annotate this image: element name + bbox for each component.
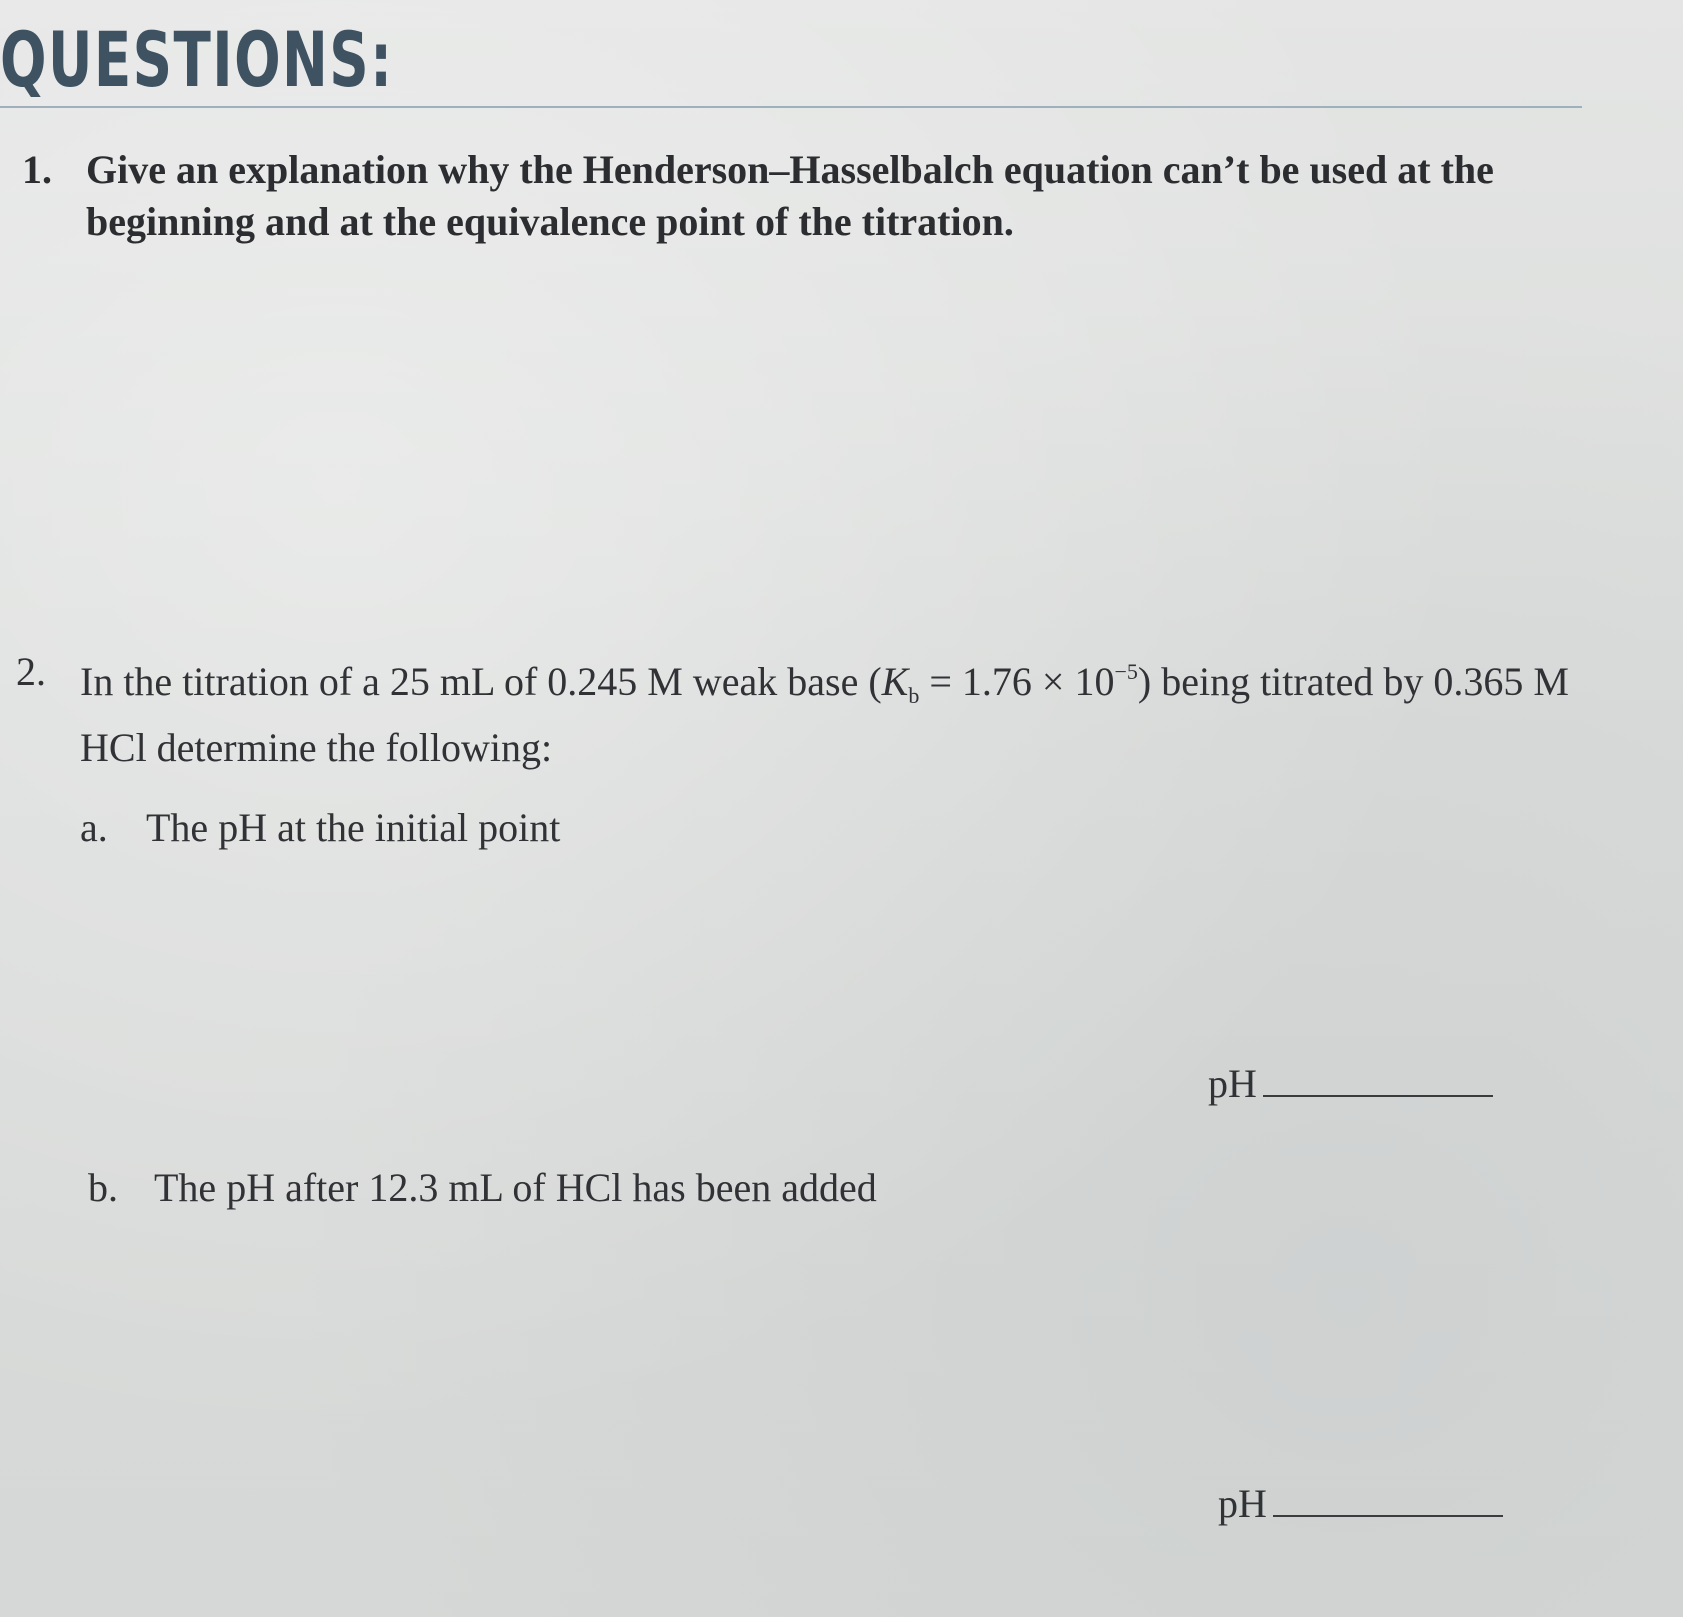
question-2 xyxy=(16,646,1636,774)
question-1-text: Give an explanation why the Henderson–Hasselbalch equation can’t be used at the beginning and at the equivalence point of the titration. xyxy=(86,147,1494,244)
question-2-number: 2. xyxy=(16,649,46,694)
answer-2a xyxy=(1208,1058,1493,1110)
kb-subscript: b xyxy=(908,683,920,708)
question-1 xyxy=(22,144,1622,248)
question-2b-letter: b. xyxy=(88,1165,118,1210)
kb-value: = 1.76 × 10 xyxy=(919,659,1115,704)
answer-2a-blank[interactable] xyxy=(1263,1065,1493,1097)
heading-divider xyxy=(0,106,1582,108)
question-2b xyxy=(88,1162,877,1214)
question-2a xyxy=(80,802,560,854)
question-2a-text: The pH at the initial point xyxy=(146,805,561,850)
question-2-text xyxy=(80,646,1636,774)
answer-2a-label: pH xyxy=(1208,1061,1257,1106)
question-2a-letter: a. xyxy=(80,805,108,850)
answer-2b-blank[interactable] xyxy=(1273,1485,1503,1517)
question-2-text-before: In the titration of a 25 mL of 0.245 M weak base ( xyxy=(80,659,882,704)
kb-symbol: K xyxy=(881,659,909,704)
question-2-text-after: ) being titrated by 0.365 M HCl determine the following: xyxy=(80,659,1569,770)
kb-exponent: −5 xyxy=(1114,659,1138,684)
answer-2b xyxy=(1218,1478,1503,1530)
question-1-number: 1. xyxy=(22,147,52,192)
question-2b-text: The pH after 12.3 mL of HCl has been added xyxy=(154,1165,877,1210)
answer-2b-label: pH xyxy=(1218,1481,1267,1526)
section-heading: QUESTIONS: xyxy=(0,15,394,104)
